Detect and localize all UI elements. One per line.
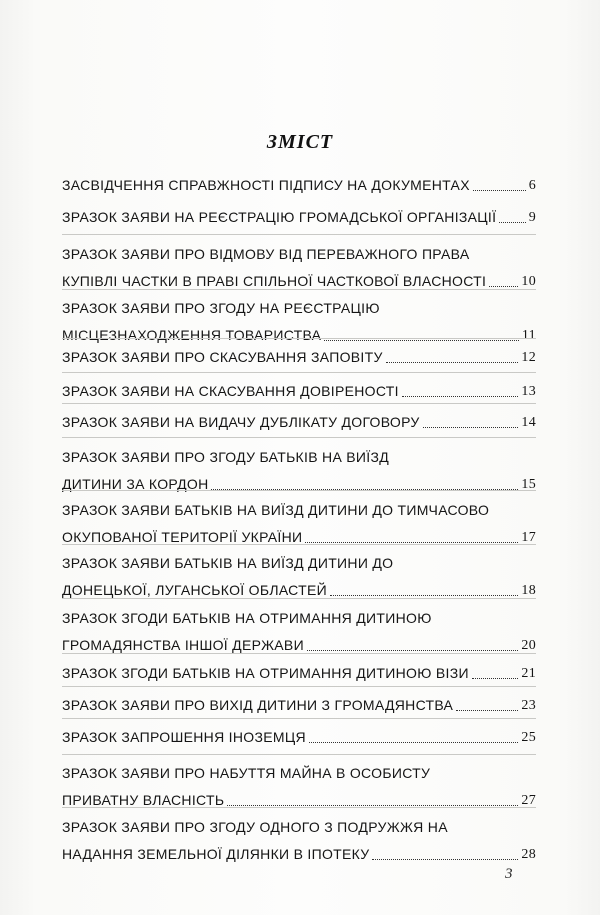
separator-line [62, 544, 536, 545]
toc-entry-title-line: ОКУПОВАНОЇ ТЕРИТОРІЇ УКРАЇНИ [62, 529, 303, 545]
toc-entry-page: 12 [521, 350, 536, 365]
toc-entry [62, 497, 536, 551]
toc-entry-title-line: ЗРАЗОК ЗАЯВИ НА СКАСУВАННЯ ДОВІРЕНОСТІ [62, 383, 399, 399]
table-of-contents [62, 0, 536, 915]
toc-entry-page: 11 [521, 328, 536, 343]
toc-entry-row [62, 471, 536, 498]
dot-leader [386, 362, 519, 363]
toc-entry-row [62, 787, 536, 814]
toc-entry-title-line: ЗРАЗОК ЗГОДИ БАТЬКІВ НА ОТРИМАННЯ ДИТИНОЮ [62, 610, 432, 626]
toc-entry-page: 9 [528, 210, 536, 225]
toc-entry-title-line: ЗАСВІДЧЕННЯ СПРАВЖНОСТІ ПІДПИСУ НА ДОКУМЕНТАХ [62, 177, 470, 193]
toc-entry-page: 25 [521, 730, 536, 745]
separator-line [62, 807, 536, 808]
toc-entry-row [62, 204, 536, 231]
dot-leader [472, 678, 519, 679]
toc-entry [62, 660, 536, 687]
toc-entry-title-line: ЗРАЗОК ЗАЯВИ БАТЬКІВ НА ВИЇЗД ДИТИНИ ДО ТИМЧАСОВО [62, 502, 490, 518]
dot-leader [305, 542, 518, 543]
separator-line [62, 289, 536, 290]
toc-entry-row [62, 724, 536, 751]
dot-leader [324, 340, 519, 341]
toc-entry-title-line: ЗРАЗОК ЗАЯВИ ПРО СКАСУВАННЯ ЗАПОВІТУ [62, 349, 383, 365]
toc-entry-page: 28 [521, 847, 536, 862]
toc-entry-row [62, 409, 536, 436]
toc-entry-row [62, 172, 536, 199]
toc-entry-title-line: МІСЦЕЗНАХОДЖЕННЯ ТОВАРИСТВА [62, 327, 322, 343]
separator-line [62, 490, 536, 491]
toc-entry-page: 17 [521, 530, 536, 545]
toc-entry-title-line: ЗРАЗОК ЗГОДИ БАТЬКІВ НА ОТРИМАННЯ ДИТИНОЮ ВІЗИ [62, 665, 469, 681]
toc-entry-title-line: ГРОМАДЯНСТВА ІНШОЇ ДЕРЖАВИ [62, 637, 304, 653]
dot-leader [473, 190, 526, 191]
toc-entry-title-line: ЗРАЗОК ЗАЯВИ ПРО ЗГОДУ НА РЕЄСТРАЦІЮ [62, 300, 380, 316]
toc-entry-row [62, 660, 536, 687]
toc-entry-page: 6 [528, 178, 536, 193]
toc-entry-page: 21 [521, 666, 536, 681]
toc-entry-row [62, 632, 536, 659]
toc-entry-page: 10 [521, 274, 536, 289]
page-number: 3 [505, 866, 513, 882]
toc-entry-row [62, 692, 536, 719]
toc-entry-row [62, 841, 536, 868]
separator-line [62, 653, 536, 654]
dot-leader [372, 859, 518, 860]
toc-entry [62, 550, 536, 604]
toc-entry-title-line: КУПІВЛІ ЧАСТКИ В ПРАВІ СПІЛЬНОЇ ЧАСТКОВОЇ ВЛАСНОСТІ [62, 273, 487, 289]
toc-entry [62, 692, 536, 719]
toc-entry-title-line: ЗРАЗОК ЗАЯВИ НА ВИДАЧУ ДУБЛІКАТУ ДОГОВОРУ [62, 414, 420, 430]
toc-entry-page: 15 [521, 477, 536, 492]
toc-entry-page: 14 [521, 415, 536, 430]
toc-entry [62, 760, 536, 814]
toc-entry-row [62, 268, 536, 295]
toc-entry [62, 814, 536, 868]
toc-entry-title-line: ЗРАЗОК ЗАЯВИ БАТЬКІВ НА ВИЇЗД ДИТИНИ ДО [62, 555, 394, 571]
separator-line [62, 718, 536, 719]
toc-entry-row [62, 524, 536, 551]
separator-line [62, 338, 536, 339]
toc-entry [62, 172, 536, 199]
toc-entry [62, 378, 536, 405]
dot-leader [330, 595, 518, 596]
toc-entry-row [62, 378, 536, 405]
toc-entry-title-line: НАДАННЯ ЗЕМЕЛЬНОЇ ДІЛЯНКИ В ІПОТЕКУ [62, 846, 370, 862]
toc-entry-title-line: ДИТИНИ ЗА КОРДОН [62, 476, 209, 492]
dot-leader [499, 222, 525, 223]
toc-entry-title-line: ЗРАЗОК ЗАЯВИ ПРО ВИХІД ДИТИНИ З ГРОМАДЯНСТВА [62, 697, 454, 713]
toc-entry [62, 204, 536, 231]
toc-entry-row [62, 344, 536, 371]
dot-leader [456, 710, 518, 711]
separator-line [62, 234, 536, 235]
separator-line [62, 754, 536, 755]
dot-leader [227, 805, 518, 806]
toc-entry [62, 724, 536, 751]
toc-entry [62, 344, 536, 371]
toc-entry-title-line: ЗРАЗОК ЗАЯВИ ПРО ЗГОДУ ОДНОГО З ПОДРУЖЖЯ НА [62, 819, 448, 835]
dot-leader [307, 650, 518, 651]
toc-entry [62, 295, 536, 349]
toc-entry-page: 18 [521, 583, 536, 598]
separator-line [62, 372, 536, 373]
toc-entry-title-line: ДОНЕЦЬКОЇ, ЛУГАНСЬКОЇ ОБЛАСТЕЙ [62, 582, 327, 598]
separator-line [62, 598, 536, 599]
page-title: ЗМІСТ [266, 131, 334, 153]
toc-entry-title-line: ЗРАЗОК ЗАЯВИ ПРО ЗГОДУ БАТЬКІВ НА ВИЇЗД [62, 449, 389, 465]
toc-entry-page: 13 [521, 384, 536, 399]
dot-leader [402, 396, 519, 397]
toc-entry-row [62, 577, 536, 604]
toc-entry [62, 409, 536, 436]
toc-entry-page: 23 [521, 698, 536, 713]
toc-entry-page: 20 [521, 638, 536, 653]
dot-leader [423, 427, 519, 428]
separator-line [62, 686, 536, 687]
toc-entry-title-line: ЗРАЗОК ЗАПРОШЕННЯ ІНОЗЕМЦЯ [62, 729, 306, 745]
dot-leader [309, 742, 518, 743]
toc-entry [62, 241, 536, 295]
toc-entry-page: 27 [521, 793, 536, 808]
separator-line [62, 437, 536, 438]
toc-entry-title-line: ЗРАЗОК ЗАЯВИ ПРО НАБУТТЯ МАЙНА В ОСОБИСТУ [62, 765, 431, 781]
toc-entry-title-line: ЗРАЗОК ЗАЯВИ НА РЕЄСТРАЦІЮ ГРОМАДСЬКОЇ ОРГАНІЗАЦІЇ [62, 209, 497, 225]
toc-entry-title-line: ЗРАЗОК ЗАЯВИ ПРО ВІДМОВУ ВІД ПЕРЕВАЖНОГО ПРАВА [62, 246, 470, 262]
toc-entry [62, 605, 536, 659]
toc-entry-title-line: ПРИВАТНУ ВЛАСНІСТЬ [62, 792, 225, 808]
dot-leader [489, 286, 518, 287]
separator-line [62, 403, 536, 404]
